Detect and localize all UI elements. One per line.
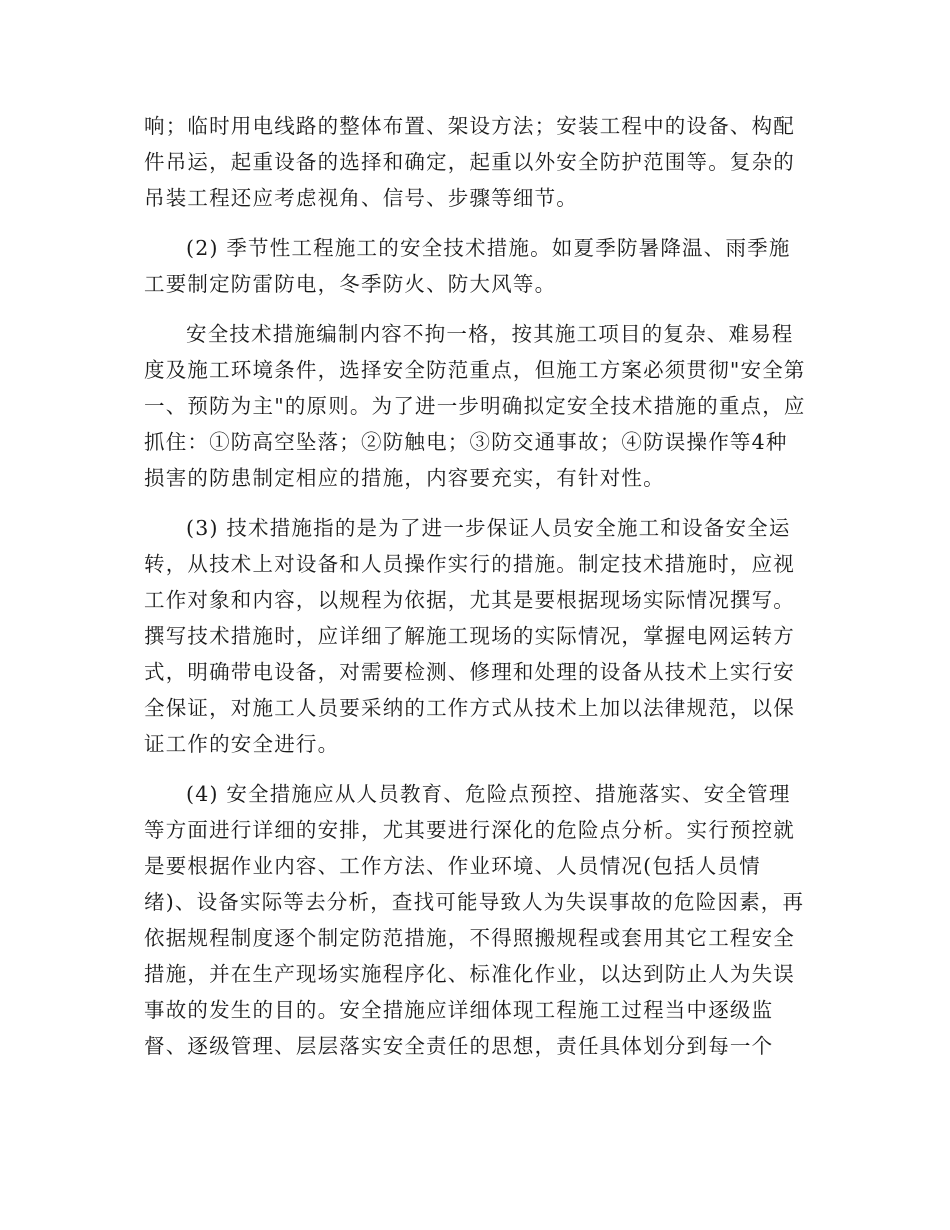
paragraph-line: 依据规程制度逐个制定防范措施，不得照搬规程或套用其它工程安全 [144,926,795,950]
paragraph-line: 件吊运，起重设备的选择和确定，起重以外安全防护范围等。复杂的 [144,150,795,174]
document-body [144,108,814,1078]
paragraph-line: 绪)、设备实际等去分析，查找可能导致人为失误事故的危险因素，再 [144,890,805,914]
paragraph-line: 响；临时用电线路的整体布置、架设方法；安装工程中的设备、构配 [144,114,795,138]
paragraph-line: 转，从技术上对设备和人员操作实行的措施。制定技术措施时，应视 [144,552,795,576]
paragraph [144,108,814,216]
paragraph-line: 全保证，对施工人员要采纳的工作方式从技术上加以法律规范，以保 [144,696,795,720]
paragraph-line: 撰写技术措施时，应详细了解施工现场的实际情况，掌握电网运转方 [144,624,795,648]
paragraph [144,230,814,302]
paragraph-line: 度及施工环境条件，选择安全防范重点，但施工方案必须贯彻"安全第 [144,358,806,382]
paragraph-line: 是要根据作业内容、工作方法、作业环境、人员情况(包括人员情 [144,854,761,878]
paragraph-line: (4) 安全措施应从人员教育、危险点预控、措施落实、安全管理 [186,782,791,806]
paragraph [144,316,814,496]
paragraph-line: 抓住：①防高空坠落；②防触电；③防交通事故；④防误操作等4种 [144,430,788,454]
paragraph-line: 工作对象和内容，以规程为依据，尤其是要根据现场实际情况撰写。 [144,588,795,612]
paragraph-line: 等方面进行详细的安排，尤其要进行深化的危险点分析。实行预控就 [144,818,795,842]
paragraph-line: (3) 技术措施指的是为了进一步保证人员安全施工和设备安全运 [186,516,791,540]
paragraph-line: 措施，并在生产现场实施程序化、标准化作业，以达到防止人为失误 [144,962,795,986]
paragraph-line: 证工作的安全进行。 [144,732,340,756]
paragraph-line: 吊装工程还应考虑视角、信号、步骤等细节。 [144,186,578,210]
paragraph-line: 督、逐级管理、层层落实安全责任的思想，责任具体划分到每一个 [144,1034,774,1058]
paragraph-line: 式，明确带电设备，对需要检测、修理和处理的设备从技术上实行安 [144,660,795,684]
paragraph [144,510,814,762]
paragraph-line: (2) 季节性工程施工的安全技术措施。如夏季防暑降温、雨季施 [186,236,791,260]
paragraph-line: 工要制定防雷防电，冬季防火、防大风等。 [144,272,557,296]
paragraph-line: 损害的防患制定相应的措施，内容要充实，有针对性。 [144,466,665,490]
paragraph-line: 一、预防为主"的原则。为了进一步明确拟定安全技术措施的重点，应 [144,394,806,418]
paragraph-line: 事故的发生的目的。安全措施应详细体现工程施工过程当中逐级监 [144,998,774,1022]
paragraph-line: 安全技术措施编制内容不拘一格，按其施工项目的复杂、难易程 [186,322,794,346]
paragraph [144,776,814,1064]
